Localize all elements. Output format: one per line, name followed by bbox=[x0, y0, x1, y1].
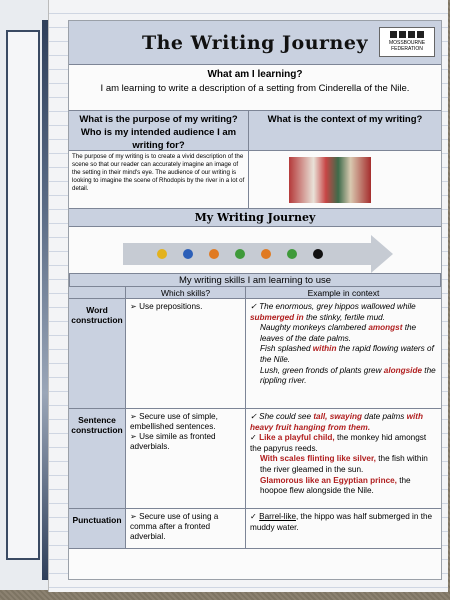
skill-item: ➢ Use prepositions. bbox=[130, 302, 241, 312]
journey-step-dot bbox=[261, 249, 271, 259]
journey-step-dot bbox=[313, 249, 323, 259]
example-cell: ✓ She could see tall, swaying date palms with heavy fruit hanging from them. ✓ Like a playful child, the monkey hid amongst the papyrus reeds. With scales flinting like silver, the fish within the river gleamed in the sun. Glamorous like an Egyptian prince, the hoopoe flew alongside the Nile. bbox=[246, 409, 441, 508]
row-label: Word construction bbox=[69, 299, 126, 408]
journey-step-dot bbox=[183, 249, 193, 259]
purpose-heading: What is the purpose of my writing? Who is my intended audience I am writing for? bbox=[69, 111, 249, 150]
left-sheet bbox=[6, 30, 40, 560]
learning-section bbox=[69, 65, 441, 111]
learning-heading: What am I learning? bbox=[207, 69, 303, 80]
journey-step-dot bbox=[157, 249, 167, 259]
learning-text: I am learning to write a description of a setting from Cinderella of the Nile. bbox=[100, 83, 410, 94]
nile-setting-image bbox=[289, 157, 371, 203]
table-row-sentence bbox=[69, 409, 441, 509]
skills-column-header: Which skills? bbox=[126, 287, 246, 298]
page-title: The Writing Journey bbox=[141, 31, 368, 54]
journey-step-dot bbox=[209, 249, 219, 259]
purpose-context-header bbox=[69, 111, 441, 151]
table-row-word bbox=[69, 299, 441, 409]
journey-diagram bbox=[69, 227, 441, 279]
skills-title: My writing skills I am learning to use bbox=[69, 273, 441, 287]
journey-title: My Writing Journey bbox=[69, 209, 441, 227]
skills-header-row bbox=[69, 287, 441, 299]
skills-cell bbox=[126, 409, 246, 508]
skills-cell bbox=[126, 299, 246, 408]
example-cell: ✓ The enormous, grey hippos wallowed while submerged in the stinky, fertile mud. Naughty monkeys clambered amongst the leaves of the date palms. Fish splashed within the rapid flowing waters of the Nile. Lush, green fronds of plants grew alongside the rippling river. bbox=[246, 299, 441, 408]
journey-arrowhead bbox=[371, 235, 393, 273]
purpose-context-body bbox=[69, 151, 441, 209]
writing-journey-sheet bbox=[68, 20, 442, 580]
example-column-header: Example in context bbox=[307, 288, 380, 298]
skill-item: ➢ Secure use of simple, embellished sentences. bbox=[130, 412, 241, 432]
context-heading: What is the context of my writing? bbox=[267, 114, 423, 125]
logo-text: MOSSBOURNE FEDERATION bbox=[388, 40, 426, 52]
skill-item: ➢ Use simile as fronted adverbials. bbox=[130, 432, 241, 452]
context-cell bbox=[249, 151, 441, 208]
row-label: Punctuation bbox=[69, 509, 126, 548]
purpose-text: The purpose of my writing is to create a vivid description of the scene so that our reader can accurately imagine an image of the setting in their mind's eye. The audience of our writing is looking to imagine the scene of Rhodopis by the river in a lot of detail. bbox=[69, 151, 249, 208]
skills-cell bbox=[126, 509, 246, 548]
table-row-punctuation bbox=[69, 509, 441, 549]
journey-step-dot bbox=[287, 249, 297, 259]
sheet-header bbox=[69, 21, 441, 65]
school-logo bbox=[379, 27, 435, 57]
journey-step-dot bbox=[235, 249, 245, 259]
example-cell: ✓ Barrel-like, the hippo was half submerged in the muddy water. bbox=[246, 509, 441, 548]
row-label: Sentence construction bbox=[69, 409, 126, 508]
skill-item: ➢ Secure use of using a comma after a fronted adverbial. bbox=[130, 512, 241, 542]
